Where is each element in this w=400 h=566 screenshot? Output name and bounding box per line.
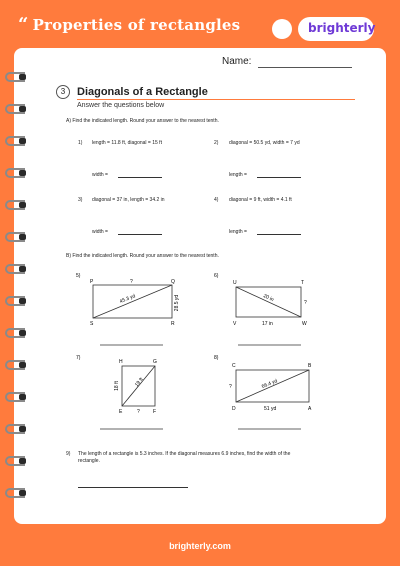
figure-6-corner-w: W — [302, 321, 307, 327]
problem-2-answer-label: length = — [229, 172, 247, 178]
problem-2-number: 2) — [214, 140, 219, 146]
figure-5-corner-p: P — [90, 279, 94, 285]
name-label: Name: — [222, 56, 252, 67]
section-title: Diagonals of a Rectangle — [77, 86, 208, 98]
figure-6-corner-v: V — [233, 321, 237, 327]
figure-7-number: 7) — [76, 355, 81, 361]
figure-8-corner-a: A — [308, 406, 312, 412]
problem-4-given: diagonal = 9 ft, width = 4.1 ft — [229, 197, 292, 203]
figure-7-corner-f: F — [153, 409, 157, 415]
section-subtitle: Answer the questions below — [77, 102, 165, 109]
footer-url: brighterly.com — [169, 541, 231, 551]
figure-7-side-label: 18 ft — [114, 381, 120, 391]
figure-6-bottom-label: 17 in — [262, 321, 273, 327]
figure-5-corner-q: Q — [171, 279, 175, 285]
figure-7-bottom-label: ? — [137, 409, 140, 415]
figure-5-corner-r: R — [171, 321, 175, 327]
figure-7-corner-g: G — [153, 359, 157, 365]
figure-8-diagonal-label: 66.4 yd — [260, 378, 279, 390]
problem-3-answer-label: width = — [92, 229, 108, 235]
figure-5-rectangle — [93, 285, 172, 318]
figure-6-rectangle — [236, 287, 301, 317]
problem-4-answer-label: length = — [229, 229, 247, 235]
figure-8-corner-c: C — [232, 363, 236, 369]
figure-5-number: 5) — [76, 273, 81, 279]
problem-9-line-1: The length of a rectangle is 5.3 inches. If the diagonal measures 6.9 inches, find the width of the — [78, 451, 291, 457]
figure-6-side-label: ? — [304, 300, 307, 306]
figure-8-corner-b: B — [308, 363, 312, 369]
figure-5-side-label: 28.5 yd — [174, 294, 180, 312]
problem-9-number: 9) — [66, 451, 71, 457]
figure-8-bottom-label: 51 yd — [264, 406, 277, 412]
figure-5-corner-s: S — [90, 321, 94, 327]
problem-3-given: diagonal = 37 in, length = 34.2 in — [92, 197, 165, 203]
figure-6-corner-u: U — [233, 280, 237, 286]
figure-5-diagonal-label: 45.3 yd — [118, 293, 137, 305]
problem-9-line-2: rectangle. — [78, 458, 100, 464]
part-a-instruction: A) Find the indicated length. Round your answer to the nearest tenth. — [66, 118, 219, 124]
figure-6-number: 6) — [214, 273, 219, 279]
problem-3-number: 3) — [78, 197, 83, 203]
quote-mark: “ — [18, 14, 29, 35]
problem-1-number: 1) — [78, 140, 83, 146]
section-number: 3 — [56, 85, 70, 99]
problem-4-number: 4) — [214, 197, 219, 203]
figure-6-diagonal-label: 20 in — [262, 293, 275, 304]
problem-1-answer-label: width = — [92, 172, 108, 178]
figure-7-corner-h: H — [119, 359, 123, 365]
figure-5-top-label: ? — [130, 279, 133, 285]
problem-2-given: diagonal = 50.5 yd, width = 7 yd — [229, 140, 300, 146]
problem-1-given: length = 11.8 ft, diagonal = 15 ft — [92, 140, 162, 146]
title-text: Properties of rectangles — [32, 16, 241, 34]
figure-8-corner-d: D — [232, 406, 236, 412]
part-b-instruction: B) Find the indicated length. Round your answer to the nearest tenth. — [66, 253, 219, 259]
figure-6-corner-t: T — [301, 280, 305, 286]
figure-7-corner-e: E — [119, 409, 123, 415]
problem-9-answer-line[interactable] — [78, 487, 188, 488]
figure-7-diagonal-label: 19 ft — [133, 376, 145, 389]
figure-8-side-label: ? — [229, 384, 232, 390]
brand-logo-text: brighterly — [308, 21, 376, 35]
figure-8-number: 8) — [214, 355, 219, 361]
